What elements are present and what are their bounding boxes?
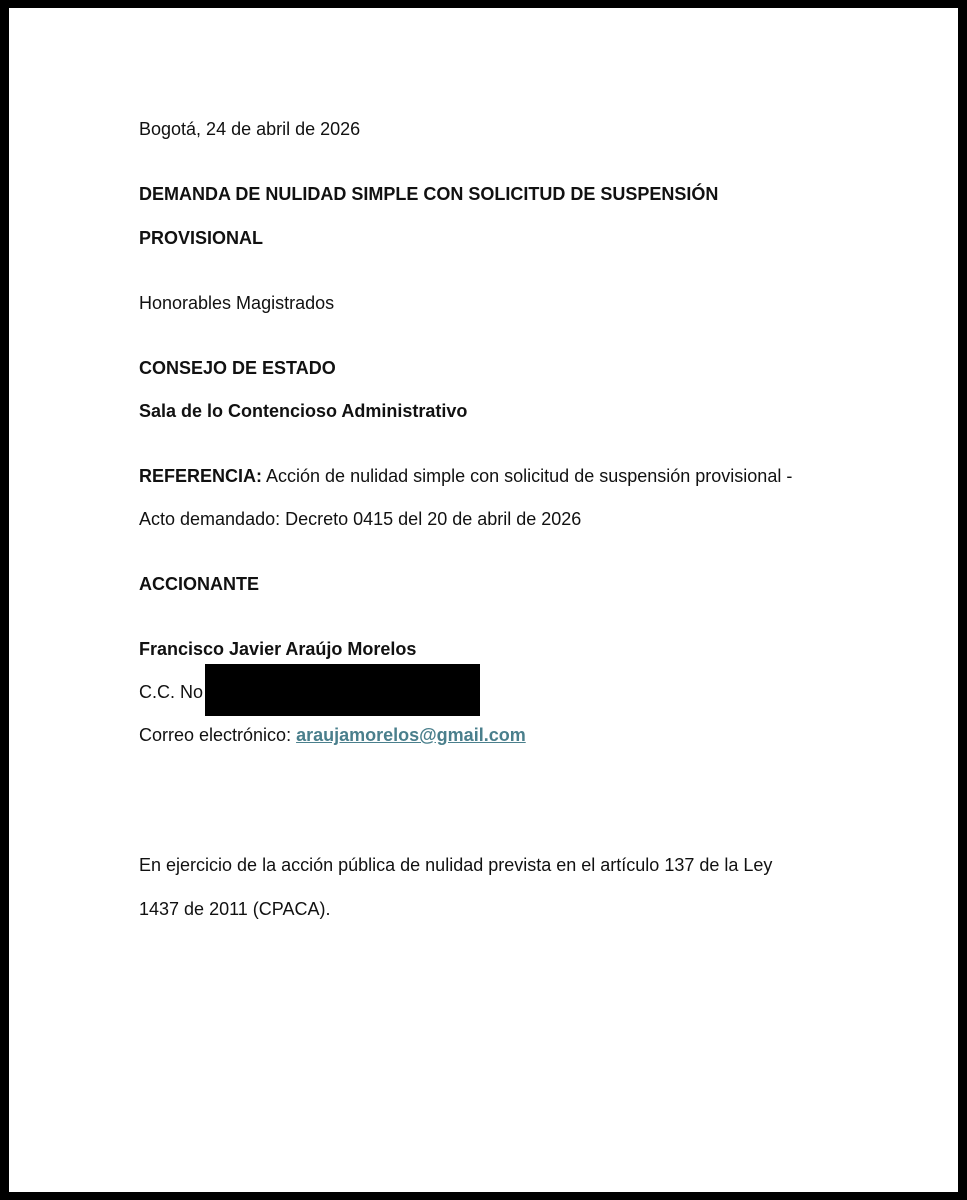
email-link[interactable]: araujamorelos@gmail.com <box>296 725 526 745</box>
court-name: CONSEJO DE ESTADO <box>139 358 336 378</box>
salutation: Honorables Magistrados <box>139 293 335 313</box>
redaction-block <box>205 664 480 716</box>
reference-line-2: Acto demandado: Decreto 0415 del 20 de abril de 2026 <box>139 509 582 529</box>
body-line-1: En ejercicio de la acción pública de nulidad prevista en el artículo 137 de la Ley <box>139 855 773 875</box>
id-number-label: C.C. No <box>139 682 204 702</box>
document-title-line-2: PROVISIONAL <box>139 228 264 248</box>
body-line-2: 1437 de 2011 (CPACA). <box>139 899 331 919</box>
email-line <box>139 724 526 746</box>
plaintiff-name: Francisco Javier Araújo Morelos <box>139 639 417 659</box>
date-line: Bogotá, 24 de abril de 2026 <box>139 119 361 139</box>
document-page <box>9 8 958 1192</box>
reference-label: REFERENCIA: <box>139 466 263 486</box>
chamber-name: Sala de lo Contencioso Administrativo <box>139 401 468 421</box>
reference-line-1 <box>139 465 792 487</box>
email-label: Correo electrónico: <box>139 725 297 745</box>
document-title-line-1: DEMANDA DE NULIDAD SIMPLE CON SOLICITUD DE SUSPENSIÓN <box>139 184 719 204</box>
reference-text: Acción de nulidad simple con solicitud de suspensión provisional - <box>262 466 793 486</box>
plaintiff-heading: ACCIONANTE <box>139 574 259 594</box>
